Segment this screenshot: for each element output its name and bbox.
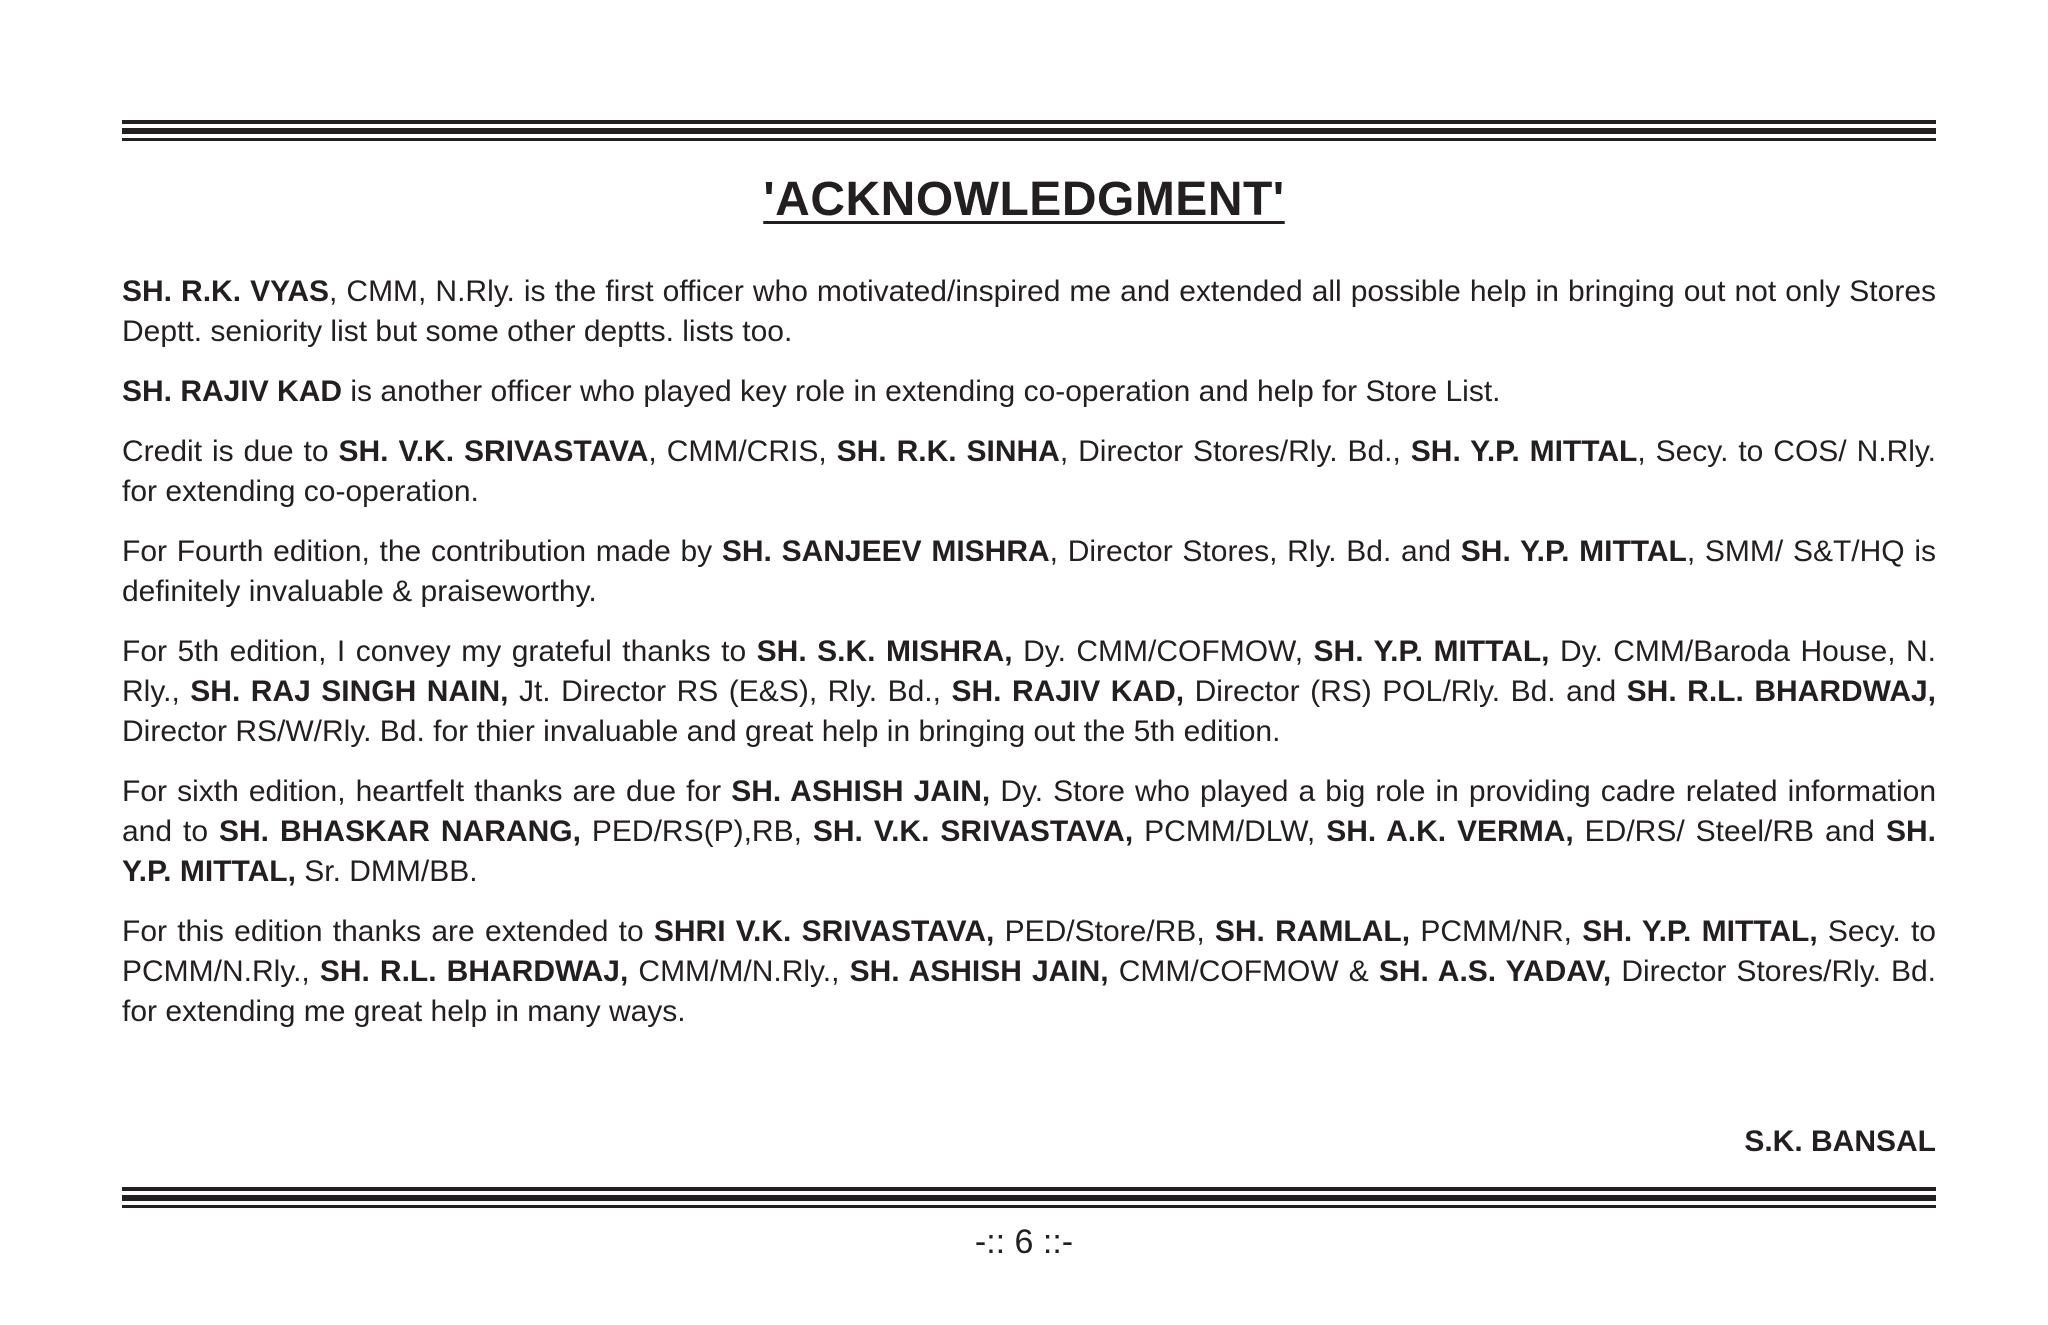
- paragraph-text: ED/RS/ Steel/RB and: [1573, 815, 1886, 848]
- paragraph-5: [122, 632, 1936, 752]
- bold-name: SHRI V.K. SRIVASTAVA,: [653, 915, 995, 948]
- bold-name: SH. RAMLAL,: [1214, 915, 1411, 948]
- paragraph-4: [122, 532, 1936, 612]
- bold-name: SH. A.K. VERMA,: [1326, 815, 1574, 848]
- signature: S.K. BANSAL: [1744, 1125, 1936, 1158]
- paragraph-text: Jt. Director RS (E&S), Rly. Bd.,: [508, 675, 952, 708]
- bottom-rule-line-3: [122, 1205, 1936, 1208]
- top-triple-rule: [122, 120, 1936, 142]
- paragraph-text: Dy. CMM/COFMOW,: [1012, 635, 1314, 668]
- paragraph-text: PED/RS(P),RB,: [580, 815, 813, 848]
- paragraph-7: [122, 912, 1936, 1032]
- paragraph-text: For Fourth edition, the contribution made by: [122, 535, 722, 568]
- paragraph-text: , Director Stores/Rly. Bd.,: [1059, 435, 1411, 468]
- paragraph-text: Sr. DMM/BB.: [295, 855, 478, 888]
- top-rule-line-1: [122, 120, 1936, 124]
- bold-name: SH. RAJIV KAD: [122, 375, 343, 408]
- bold-name: SH. Y.P. MITTAL,: [1582, 915, 1818, 948]
- paragraph-text: CMM/M/N.Rly.,: [628, 955, 850, 988]
- bold-name: SH. A.S. YADAV,: [1378, 955, 1612, 988]
- paragraph-text: For 5th edition, I convey my grateful thanks to: [122, 635, 757, 668]
- bold-name: SH. R.L. BHARDWAJ,: [1626, 675, 1937, 708]
- bold-name: SH. ASHISH JAIN,: [731, 775, 991, 808]
- bold-name: SH. Y.P. MITTAL: [1410, 435, 1638, 468]
- paragraph-1: [122, 272, 1936, 352]
- paragraph-text: , Director Stores, Rly. Bd. and: [1049, 535, 1461, 568]
- bold-name: SH. RAJIV KAD,: [951, 675, 1185, 708]
- bold-name: SH. SANJEEV MISHRA: [721, 535, 1050, 568]
- paragraph-text: Credit is due to: [122, 435, 339, 468]
- paragraph-text: , Secy. to COS/ N.Rly. for extending co-operation.: [122, 435, 1937, 508]
- bold-name: SH. Y.P. MITTAL,: [1313, 635, 1550, 668]
- paragraph-text: For sixth edition, heartfelt thanks are due for: [122, 775, 732, 808]
- paragraph-text: PED/Store/RB,: [994, 915, 1215, 948]
- paragraph-text: , SMM/ S&T/HQ is definitely invaluable & praiseworthy.: [122, 535, 1936, 608]
- bottom-triple-rule: [122, 1187, 1936, 1209]
- paragraph-text: Director Stores/Rly. Bd. for extending me great help in many ways.: [122, 955, 1937, 1028]
- paragraph-text: PCMM/NR,: [1410, 915, 1583, 948]
- acknowledgment-body: [122, 272, 1936, 1052]
- paragraph-3: [122, 432, 1936, 512]
- paragraph-text: , CMM/CRIS,: [648, 435, 837, 468]
- paragraph-text: Director (RS) POL/Rly. Bd. and: [1184, 675, 1627, 708]
- bold-name: SH. V.K. SRIVASTAVA: [338, 435, 649, 468]
- paragraph-text: CMM/COFMOW &: [1108, 955, 1379, 988]
- bold-name: SH. V.K. SRIVASTAVA,: [812, 815, 1134, 848]
- paragraph-text: For this edition thanks are extended to: [122, 915, 654, 948]
- paragraph-text: Dy. CMM/Baroda House, N. Rly.,: [122, 635, 1937, 708]
- page-number: -:: 6 ::-: [974, 1223, 1074, 1261]
- paragraph-text: , CMM, N.Rly. is the first officer who motivated/inspired me and extended all possible help in bringing out not only Stores Deptt. seniority list but some other deptts. lists too.: [122, 275, 1936, 348]
- page-title: 'ACKNOWLEDGMENT': [763, 173, 1285, 226]
- paragraph-6: [122, 772, 1936, 892]
- paragraph-text: PCMM/DLW,: [1133, 815, 1327, 848]
- bold-name: SH. R.K. SINHA: [836, 435, 1060, 468]
- bold-name: SH. ASHISH JAIN,: [849, 955, 1109, 988]
- bottom-rule-line-1: [122, 1187, 1936, 1191]
- paragraph-text: Dy. Store who played a big role in providing cadre related information and to: [122, 775, 1937, 848]
- bottom-rule-line-2: [122, 1195, 1936, 1201]
- paragraph-text: Secy. to PCMM/N.Rly.,: [122, 915, 1936, 988]
- top-rule-line-2: [122, 128, 1936, 134]
- paragraph-text: Director RS/W/Rly. Bd. for thier invaluable and great help in bringing out the 5th edition.: [122, 715, 1281, 748]
- bold-name: SH. R.L. BHARDWAJ,: [319, 955, 629, 988]
- bold-name: SH. RAJ SINGH NAIN,: [190, 675, 509, 708]
- bold-name: SH. Y.P. MITTAL,: [122, 815, 1937, 888]
- bold-name: SH. R.K. VYAS: [122, 275, 330, 308]
- paragraph-2: [122, 372, 1936, 412]
- bold-name: SH. Y.P. MITTAL: [1460, 535, 1687, 568]
- paragraph-text: is another officer who played key role in extending co-operation and help for Store List.: [342, 375, 1501, 408]
- bold-name: SH. S.K. MISHRA,: [756, 635, 1013, 668]
- page-title-wrapper: [0, 168, 2048, 232]
- top-rule-line-3: [122, 138, 1936, 141]
- bold-name: SH. BHASKAR NARANG,: [219, 815, 581, 848]
